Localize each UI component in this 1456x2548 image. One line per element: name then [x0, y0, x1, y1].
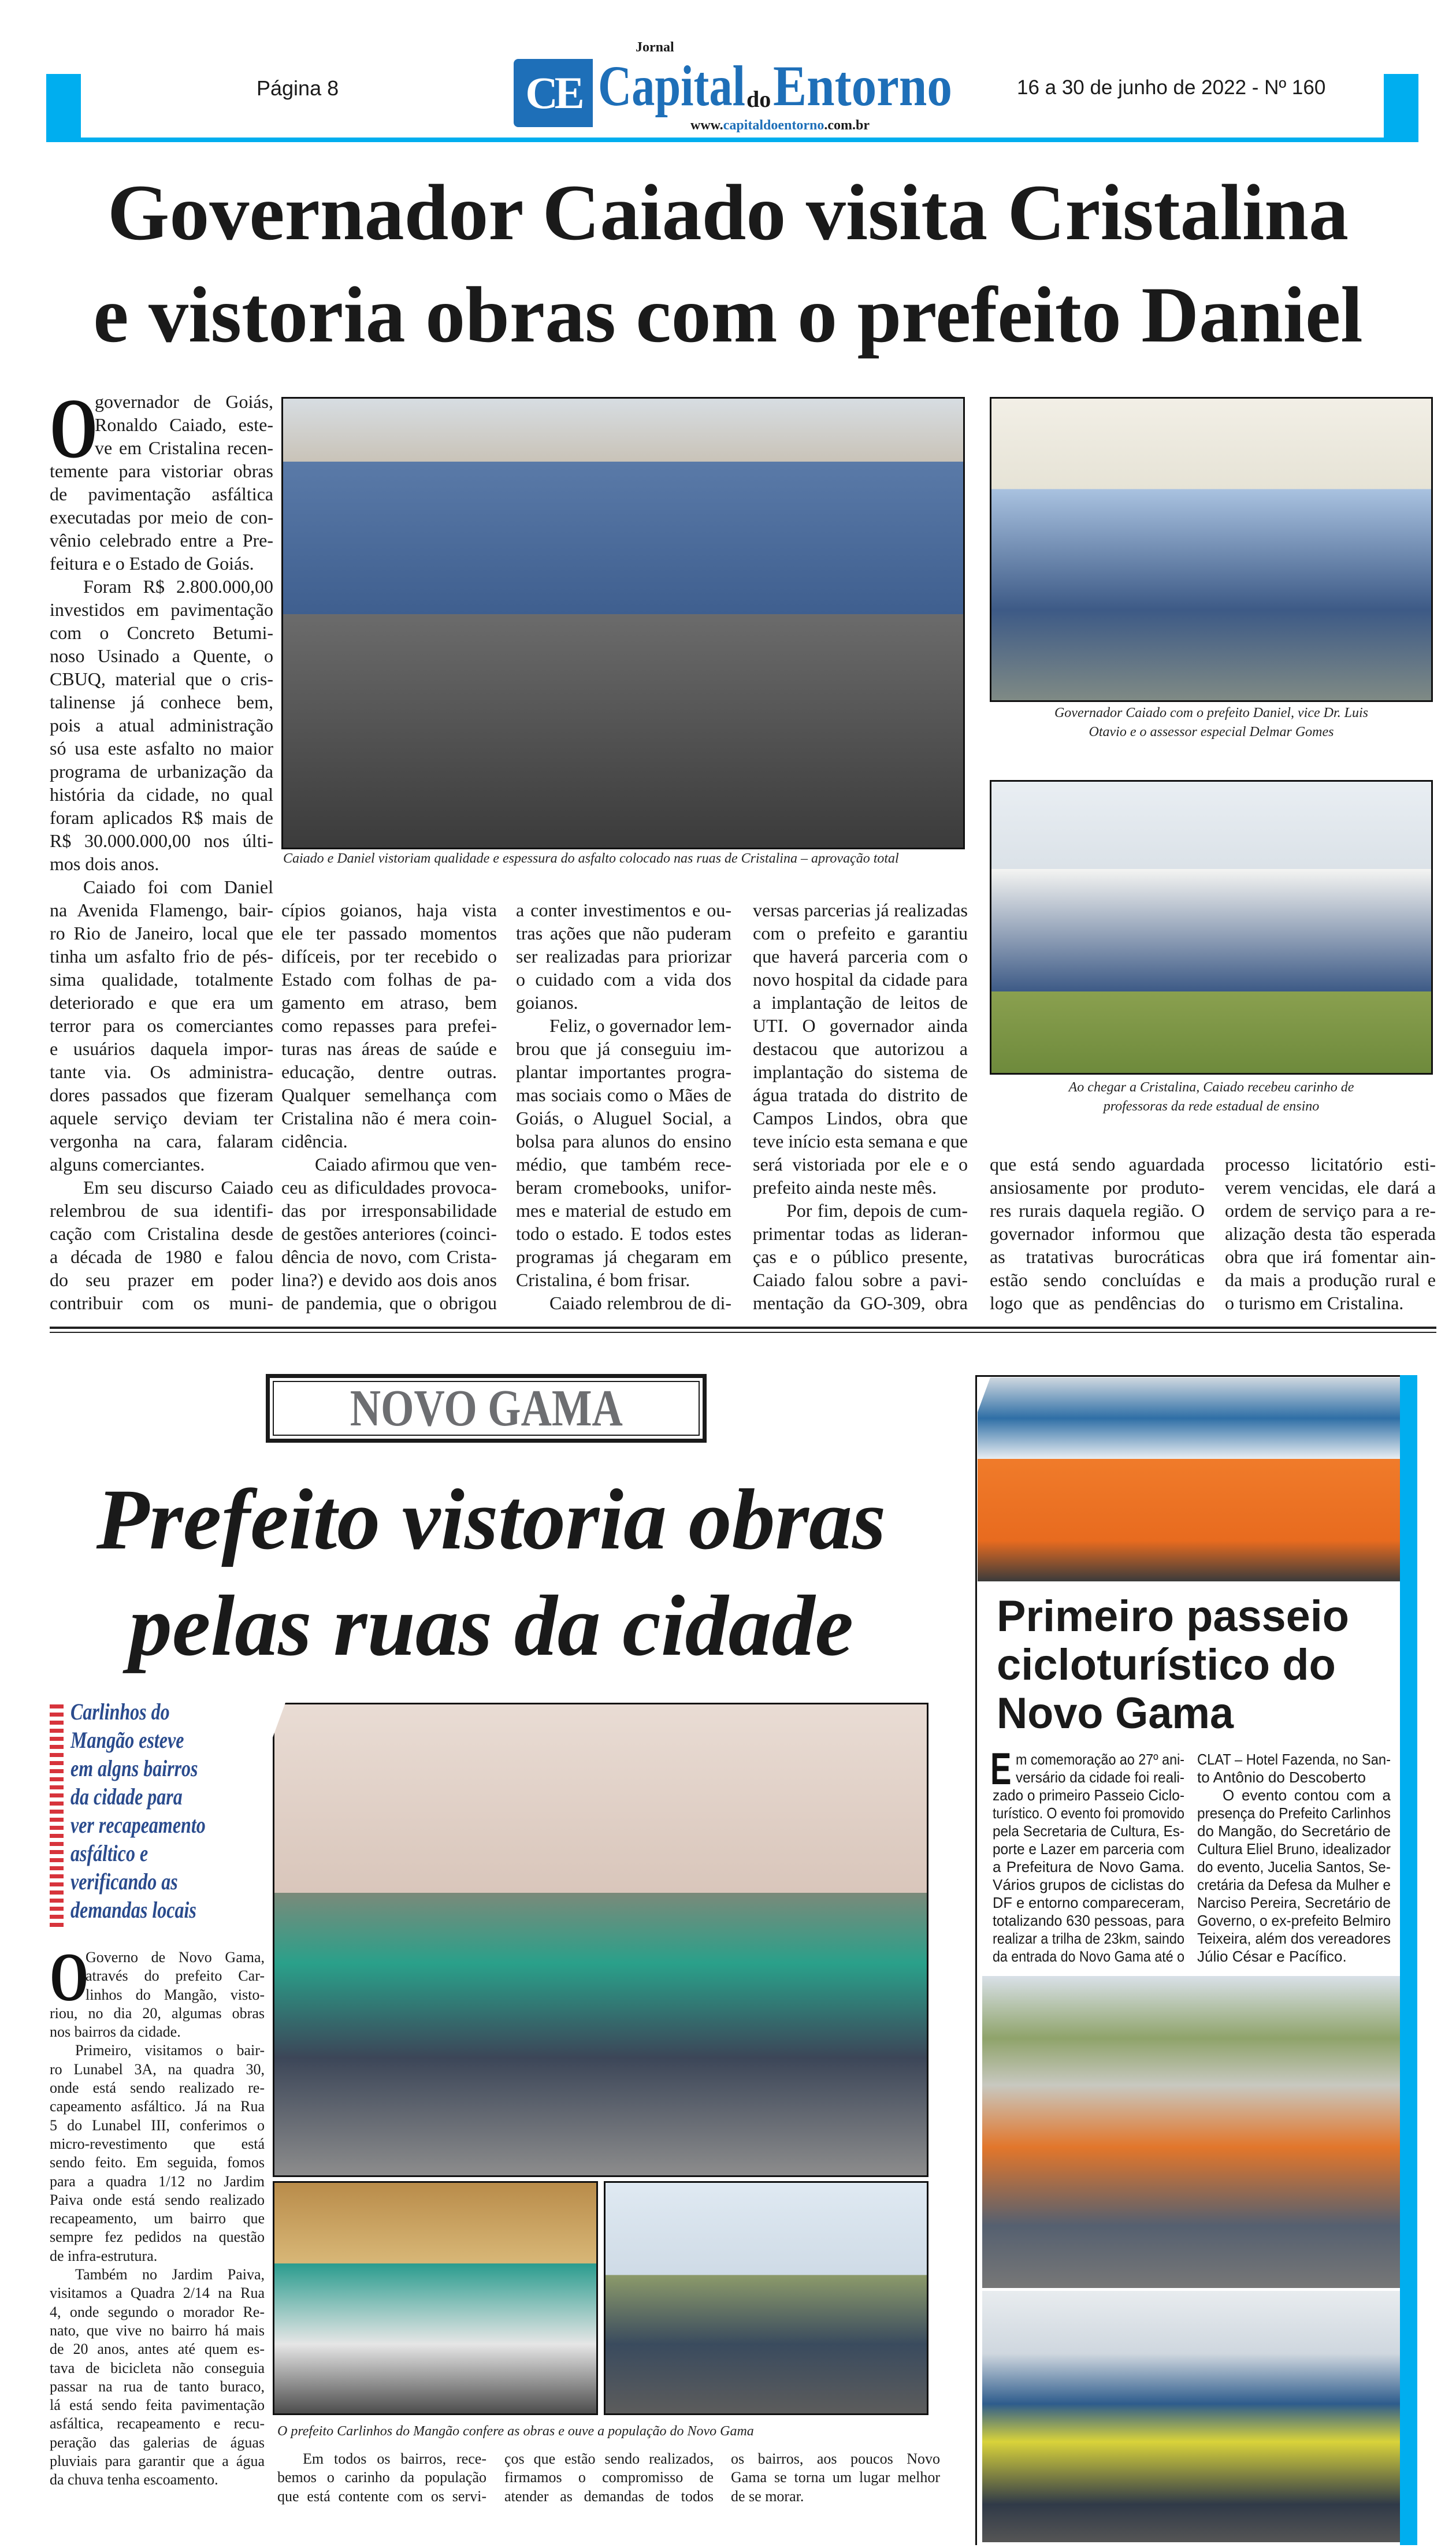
- text-line: Goiás, o Aluguel Social, a: [516, 1108, 731, 1128]
- text-line: to Antônio do Descoberto: [1197, 1769, 1366, 1786]
- text-line: presença do Prefeito Carlinhos: [1197, 1804, 1391, 1822]
- photo-caption: O prefeito Carlinhos do Mangão confere as obras e ouve a população do Novo Gama: [277, 2424, 754, 2439]
- text-line: prefeito ainda neste mês.: [753, 1177, 937, 1198]
- text-line: verem vencidas, ele dará a: [1225, 1177, 1436, 1198]
- logo-small-word: Jornal: [636, 40, 674, 55]
- text-line: aquele serviço deviam ter: [50, 1108, 273, 1128]
- text-line: tras ações que não puderam: [516, 923, 731, 944]
- text-line: ro Rio de Janeiro, local que: [50, 923, 273, 944]
- text-line: recapeamento, um bairro que: [50, 2210, 265, 2227]
- article-column: [516, 898, 731, 1314]
- text-line: como repasses para prefei-: [281, 1015, 497, 1036]
- text-line: o turismo em Cristalina.: [1225, 1292, 1404, 1313]
- text-line: m comemoração ao 27º ani-: [1016, 1751, 1184, 1768]
- photo-caption: Caiado e Daniel vistoriam qualidade e espessura do asfalto colocado nas ruas de Cristalina – aprovação total: [283, 851, 899, 866]
- issue-date: 16 a 30 de junho de 2022 - Nº 160: [1017, 76, 1326, 99]
- text-line: da mais a produção rural e: [1225, 1269, 1436, 1290]
- text-line: da chuva tenha escoamento.: [50, 2471, 218, 2488]
- text-line: linhos do Mangão, visto-: [86, 1986, 265, 2003]
- text-line: processo licitatório esti-: [1225, 1154, 1436, 1175]
- text-line: Cristalina não é mera coin-: [281, 1108, 497, 1128]
- pull-quote-line: Carlinhos do: [70, 1699, 170, 1725]
- text-line: Primeiro, visitamos o bair-: [75, 2042, 265, 2059]
- text-line: Em seu discurso Caiado: [83, 1177, 273, 1198]
- text-line: da entrada do Novo Gama até o: [993, 1948, 1184, 1965]
- header-frame-bottom: [46, 138, 1418, 142]
- text-line: bemos o carinho da população: [277, 2469, 486, 2486]
- photo-mayor-with-residents: [273, 2181, 598, 2415]
- text-line: o cuidado com a vida dos: [516, 969, 731, 990]
- text-line: obra que irá fomentar ain-: [1225, 1246, 1436, 1267]
- text-line: de 20 anos, antes até quem es-: [50, 2341, 265, 2358]
- text-line: governador informou que: [990, 1223, 1205, 1244]
- text-line: as tratativas burocráticas: [990, 1246, 1205, 1267]
- text-line: contribuir com os muni-: [50, 1292, 273, 1313]
- logo-word-do: do: [746, 86, 771, 112]
- text-line: Campos Lindos, obra que: [753, 1108, 968, 1128]
- article-column: [50, 1938, 265, 2490]
- text-line: pela Secretaria de Cultura, Es-: [993, 1822, 1184, 1840]
- text-line: 5 do Lunabel III, conferimos o: [50, 2116, 265, 2134]
- photo-governor-inspecting-asphalt: [281, 397, 965, 849]
- headline-line: cicloturístico do: [997, 1640, 1336, 1689]
- headline-line: pelas ruas da cidade: [128, 1578, 854, 1674]
- text-line: Caiado afirmou que ven-: [315, 1154, 497, 1175]
- text-line: ordem de serviço para a re-: [1225, 1200, 1436, 1221]
- text-line: ro Lunabel 3A, na quadra 30,: [50, 2060, 265, 2078]
- text-line: foram aplicados R$ mais de: [50, 807, 273, 828]
- text-line: Gama se torna um lugar melhor: [731, 2469, 940, 2486]
- text-line: de pavimentação asfáltica: [50, 484, 273, 504]
- text-line: Em todos os bairros, rece-: [303, 2450, 486, 2467]
- text-line: feitura e o Estado de Goiás.: [50, 553, 254, 574]
- text-line: micro-revestimento que está: [50, 2135, 265, 2152]
- text-line: ser realizadas para priorizar: [516, 946, 731, 967]
- pull-quote-line: demandas locais: [70, 1897, 196, 1923]
- text-line: vênio celebrado entre a Pre-: [50, 530, 273, 551]
- text-line: Teixeira, além dos vereadores: [1197, 1930, 1391, 1947]
- text-line: firmamos o compromisso de: [504, 2469, 714, 2486]
- text-line: vergonha na cara, falaram: [50, 1131, 273, 1152]
- text-line: peração das galerias de águas: [50, 2434, 265, 2451]
- photo-caption: professoras da rede estadual de ensino: [1103, 1099, 1320, 1114]
- text-line: sima qualidade, totalmente: [50, 969, 273, 990]
- text-line: talinense já conhece bem,: [50, 692, 273, 712]
- text-line: goianos.: [516, 992, 578, 1013]
- text-line: 4, onde segundo o morador Re-: [50, 2303, 265, 2320]
- text-line: turístico. O evento foi promovido: [993, 1804, 1184, 1822]
- headline-line: Novo Gama: [997, 1689, 1234, 1738]
- text-line: UTI. O governador ainda: [753, 1015, 968, 1036]
- text-line: porte e Lazer em parceria com: [993, 1840, 1184, 1858]
- text-line: Cristalina, é bom frisar.: [516, 1269, 690, 1290]
- text-line: Governo de Novo Gama,: [86, 1949, 265, 1966]
- text-line: ceu as dificuldades provoca-: [281, 1177, 497, 1198]
- text-line: mes e material de estudo em: [516, 1200, 731, 1221]
- text-line: dência de novo, com Crista-: [281, 1246, 497, 1267]
- text-line: implantação do sistema de: [753, 1061, 968, 1082]
- text-line: ve em Cristalina recen-: [95, 437, 273, 458]
- text-line: Estado com folhas de pa-: [281, 969, 497, 990]
- drop-cap: E: [990, 1743, 1012, 1794]
- text-line: Caiado falou sobre a pavi-: [753, 1269, 968, 1290]
- text-line: bolsa para alunos do ensino: [516, 1131, 731, 1152]
- text-line: ansiosamente por produto-: [990, 1177, 1205, 1198]
- photo-caption: Otavio e o assessor especial Delmar Gomes: [1089, 725, 1334, 740]
- text-line: onde está sendo realizado re-: [50, 2079, 265, 2097]
- text-line: dores passados que fizeram: [50, 1084, 273, 1105]
- text-line: nato, que vive no bairro há mais: [50, 2322, 265, 2339]
- text-line: tava de bicicleta não conseguia: [50, 2359, 265, 2376]
- text-line: realizar a trilha de 23km, saindo: [993, 1930, 1184, 1947]
- text-line: a conter investimentos e ou-: [516, 900, 731, 920]
- article-column: [277, 2450, 486, 2506]
- article-column: [1225, 1153, 1436, 1314]
- text-line: de infra-estrutura.: [50, 2247, 158, 2264]
- text-line: deteriorado e que era um: [50, 992, 273, 1013]
- article-column: [504, 2450, 714, 2506]
- text-line: de pandemia, que o obrigou: [281, 1292, 497, 1313]
- text-line: asfáltica, recapeamento e recu-: [50, 2415, 265, 2432]
- text-line: pois a atual administração: [50, 715, 273, 736]
- text-line: totalizando 630 pessoas, para: [993, 1912, 1184, 1929]
- text-line: logo que as pendências do: [990, 1292, 1205, 1313]
- photo-cyclists-on-road: [982, 1976, 1400, 2288]
- drop-cap: O: [50, 1938, 89, 2015]
- photo-street-works: [604, 2181, 928, 2415]
- text-line: passar na rua de tanto buraco,: [50, 2378, 265, 2395]
- section-label: NOVO GAMA: [350, 1380, 623, 1437]
- text-line: só usa este asfalto no maior: [50, 738, 273, 759]
- text-line: cretária da Defesa da Mulher e: [1197, 1876, 1391, 1893]
- text-line: que está contente com os servi-: [277, 2487, 486, 2505]
- text-line: zado o primeiro Passeio Ciclo-: [993, 1786, 1184, 1804]
- text-line: do evento, Jucelia Santos, Se-: [1197, 1858, 1391, 1875]
- text-line: Também no Jardim Paiva,: [75, 2266, 265, 2283]
- photo-governor-with-teachers: [990, 780, 1433, 1075]
- photo-governor-with-mayor: [990, 397, 1433, 702]
- text-line: plantar importantes progra-: [516, 1061, 731, 1082]
- text-line: beram cromebooks, unifor-: [516, 1177, 731, 1198]
- photo-cyclists-group: [978, 1377, 1400, 1581]
- text-line: ele ter passado momentos: [281, 923, 497, 944]
- text-line: teve início esta semana e que: [753, 1131, 968, 1152]
- headline-line: e vistoria obras com o prefeito Daniel: [93, 270, 1363, 359]
- pull-quote-line: verificando as: [70, 1869, 178, 1895]
- headline-line: Primeiro passeio: [997, 1592, 1349, 1641]
- logo-mark: CE: [514, 59, 593, 127]
- text-line: com o Concreto Betumi-: [50, 622, 273, 643]
- text-line: Cultura Eliel Bruno, idealizador: [1197, 1840, 1391, 1858]
- text-line: res rurais daquela região. O: [990, 1200, 1205, 1221]
- page-number: Página 8: [257, 76, 339, 100]
- text-line: Caiado foi com Daniel: [83, 876, 273, 897]
- panel-accent-bar: [1400, 1375, 1417, 2545]
- text-line: sendo feito. Em seguida, fomos: [50, 2154, 265, 2171]
- text-line: primentar todas as lideran-: [753, 1223, 968, 1244]
- photo-caption: Governador Caiado com o prefeito Daniel, vice Dr. Luis: [1054, 705, 1369, 720]
- text-line: Vários grupos de ciclistas do: [993, 1876, 1184, 1893]
- text-line: cação com Cristalina desde: [50, 1223, 273, 1244]
- text-line: Feliz, o governador lem-: [549, 1015, 731, 1036]
- article-column: [50, 381, 273, 1314]
- text-line: cípios goianos, haja vista: [281, 900, 497, 920]
- text-line: do seu prazer em poder: [50, 1269, 273, 1290]
- article-column: [731, 2450, 940, 2506]
- text-line: nos bairros da cidade.: [50, 2023, 181, 2041]
- photo-cyclists-finish-line: [982, 2291, 1400, 2542]
- text-line: riou, no dia 20, algumas obras: [50, 2004, 265, 2022]
- text-line: Narciso Pereira, Secretário de: [1197, 1894, 1391, 1911]
- text-line: estão sendo concluídas e: [990, 1269, 1205, 1290]
- text-line: versas parcerias já realizadas: [753, 900, 968, 920]
- text-line: tinha um asfalto frio de pés-: [50, 946, 273, 967]
- article-column: [990, 1153, 1205, 1314]
- text-line: CLAT – Hotel Fazenda, no San-: [1197, 1751, 1391, 1768]
- text-line: Caiado relembrou de di-: [549, 1292, 731, 1313]
- text-line: temente para vistoriar obras: [50, 460, 273, 481]
- photo-caption: Ao chegar a Cristalina, Caiado recebeu carinho de: [1068, 1080, 1354, 1095]
- pull-quote-line: asfáltico e: [70, 1840, 148, 1866]
- text-line: a década de 1980 e falou: [50, 1246, 273, 1267]
- text-line: difíceis, por ter recebido o: [281, 946, 497, 967]
- headline-line: Governador Caiado visita Cristalina: [107, 168, 1349, 257]
- text-line: Governo, o ex-prefeito Belmiro: [1197, 1912, 1391, 1929]
- text-line: médio, que também rece-: [516, 1154, 731, 1175]
- text-line: mentação da GO-309, obra: [753, 1292, 968, 1313]
- text-line: na Avenida Flamengo, bair-: [50, 900, 273, 920]
- text-line: sempre fez pedidos na questão: [50, 2228, 265, 2246]
- text-line: turas nas áreas de saúde e: [281, 1038, 497, 1059]
- text-line: R$ 30.000.000,00 nos últi-: [50, 830, 273, 851]
- drop-cap: O: [50, 381, 98, 476]
- text-line: Júlio César e Pacífico.: [1197, 1948, 1347, 1965]
- text-line: investidos em pavimentação: [50, 599, 273, 620]
- text-line: a implantação de leitos de: [753, 992, 968, 1013]
- text-line: brou que já conseguiu im-: [516, 1038, 731, 1059]
- text-line: noso Usinado a Quente, o: [50, 645, 273, 666]
- pull-quote-line: Mangão esteve: [70, 1727, 184, 1753]
- headline-line: Prefeito vistoria obras: [96, 1472, 886, 1568]
- logo-word-capital: Capital: [598, 54, 745, 118]
- section-divider: [50, 1327, 1436, 1333]
- text-line: versário da cidade foi reali-: [1016, 1769, 1184, 1786]
- text-line: executadas por meio de con-: [50, 507, 273, 528]
- article-column: [753, 898, 968, 1314]
- header-frame-right: [1384, 74, 1418, 142]
- text-line: a Prefeitura de Novo Gama.: [993, 1858, 1184, 1875]
- pull-quote-line: em algns bairros: [70, 1755, 198, 1781]
- text-line: com o prefeito e garantiu: [753, 923, 968, 944]
- text-line: pluviais para garantir que a água: [50, 2453, 265, 2470]
- text-line: alguns comerciantes.: [50, 1154, 205, 1175]
- text-line: educação, dentre outras.: [281, 1061, 497, 1082]
- text-line: Ronaldo Caiado, este-: [95, 414, 273, 435]
- text-line: DF e entorno compareceram,: [993, 1894, 1184, 1911]
- text-line: Por fim, depois de cum-: [786, 1200, 968, 1221]
- pull-quote-stripes: [50, 1704, 64, 1931]
- logo-word-entorno: Entorno: [773, 54, 952, 118]
- text-line: mas sociais como o Mães de: [516, 1084, 731, 1105]
- text-line: todo o estado. E todos estes: [516, 1223, 731, 1244]
- text-line: os bairros, aos poucos Novo: [731, 2450, 940, 2467]
- text-line: visitamos a Quadra 2/14 na Rua: [50, 2285, 265, 2302]
- text-line: ços que estão sendo realizados,: [504, 2450, 714, 2467]
- text-line: lá está sendo feita pavimentação: [50, 2397, 265, 2414]
- article-column: [281, 898, 497, 1314]
- text-line: do Mangão, do Secretário de: [1197, 1822, 1391, 1840]
- pull-quote-line: ver recapeamento: [70, 1812, 206, 1838]
- article-column: [993, 1751, 1184, 1966]
- text-line: de gestões anteriores (coinci-: [281, 1223, 497, 1244]
- text-line: de se morar.: [731, 2487, 804, 2505]
- text-line: terror para os comerciantes: [50, 1015, 273, 1036]
- text-line: alização desta tão esperada: [1225, 1223, 1436, 1244]
- text-line: programa de urbanização da: [50, 761, 273, 782]
- text-line: Paiva onde está sendo realizado: [50, 2191, 265, 2208]
- text-line: governador de Goiás,: [95, 391, 273, 412]
- text-line: programas já chegaram em: [516, 1246, 731, 1267]
- text-line: Foram R$ 2.800.000,00: [83, 576, 273, 597]
- text-line: tante via. Os administra-: [50, 1061, 273, 1082]
- text-line: para a quadra 1/12 no Jardim: [50, 2172, 265, 2190]
- text-line: história da cidade, no qual: [50, 784, 273, 805]
- text-line: Qualquer semelhança com: [281, 1084, 497, 1105]
- text-line: água tratada do distrito de: [753, 1084, 968, 1105]
- text-line: que está sendo aguardada: [990, 1154, 1205, 1175]
- text-line: relembrou de sua identifi-: [50, 1200, 273, 1221]
- text-line: ças e o público presente,: [753, 1246, 968, 1267]
- text-line: novo hospital da cidade para: [753, 969, 968, 990]
- text-line: que haverá parceria com o: [753, 946, 968, 967]
- article-column: [1197, 1751, 1391, 1966]
- text-line: e usuários daquela impor-: [50, 1038, 273, 1059]
- text-line: mos dois anos.: [50, 853, 159, 874]
- text-line: capeamento asfáltico. Já na Rua: [50, 2098, 265, 2115]
- pull-quote-line: da cidade para: [70, 1784, 183, 1810]
- text-line: CBUQ, material que o cris-: [50, 668, 273, 689]
- text-line: será vistoriada por ele e o: [753, 1154, 968, 1175]
- text-line: atender as demandas de todos: [504, 2487, 714, 2505]
- text-line: O evento contou com a: [1223, 1786, 1391, 1804]
- header-frame-left: [46, 74, 81, 142]
- text-line: cidência.: [281, 1131, 348, 1152]
- photo-mayor-walking: [273, 1703, 928, 2177]
- text-line: destacou que autorizou a: [753, 1038, 968, 1059]
- text-line: das por irresponsabilidade: [281, 1200, 497, 1221]
- logo-url: www.capitaldoentorno.com.br: [690, 118, 870, 133]
- text-line: lina?) e devido aos dois anos: [281, 1269, 497, 1290]
- text-line: gamento em atraso, bem: [281, 992, 497, 1013]
- text-line: através do prefeito Car-: [86, 1967, 265, 1985]
